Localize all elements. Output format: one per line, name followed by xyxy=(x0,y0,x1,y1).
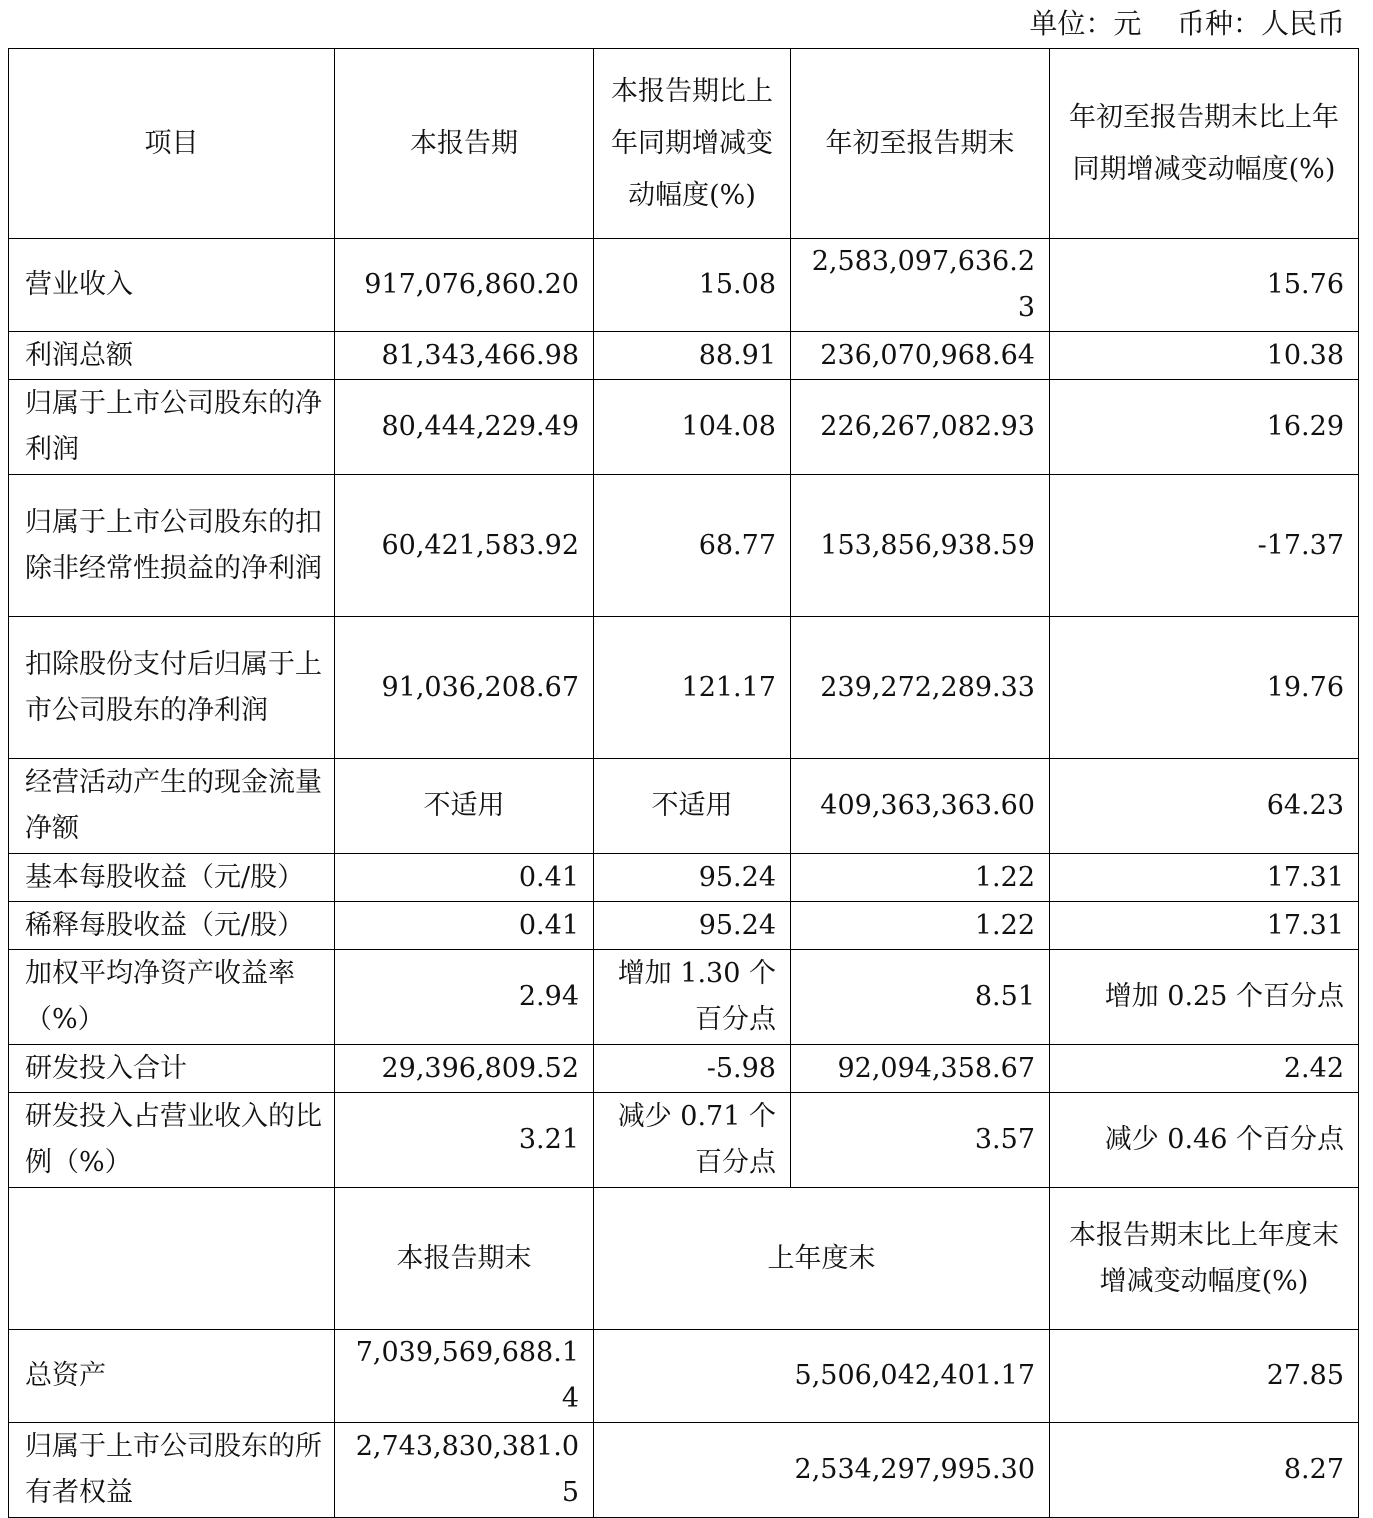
ytd-yoy-value: 增加 0.25 个百分点 xyxy=(1050,950,1359,1045)
current-value: 91,036,208.67 xyxy=(335,617,594,759)
current-value: 0.41 xyxy=(335,854,594,902)
current-value: 60,421,583.92 xyxy=(335,475,594,617)
header-period-end: 本报告期末 xyxy=(335,1188,594,1330)
current-yoy-value: 121.17 xyxy=(594,617,791,759)
row-label: 利润总额 xyxy=(9,332,335,380)
change-value: 8.27 xyxy=(1050,1423,1359,1518)
ytd-yoy-value: 10.38 xyxy=(1050,332,1359,380)
header-ytd-yoy: 年初至报告期末比上年同期增减变动幅度(%) xyxy=(1050,49,1359,239)
row-label: 研发投入占营业收入的比例（%） xyxy=(9,1093,335,1188)
current-value: 81,343,466.98 xyxy=(335,332,594,380)
row-label: 稀释每股收益（元/股） xyxy=(9,902,335,950)
table-row xyxy=(9,759,1359,854)
table-row xyxy=(9,1093,1359,1188)
ytd-value: 153,856,938.59 xyxy=(791,475,1050,617)
table-row xyxy=(9,332,1359,380)
row-label: 归属于上市公司股东的所有者权益 xyxy=(9,1423,335,1518)
current-value: 3.21 xyxy=(335,1093,594,1188)
current-value: 80,444,229.49 xyxy=(335,380,594,475)
ytd-yoy-value: 15.76 xyxy=(1050,239,1359,332)
header-current-yoy: 本报告期比上年同期增减变动幅度(%) xyxy=(594,49,791,239)
row-label: 总资产 xyxy=(9,1330,335,1423)
prior-year-end-value: 2,534,297,995.30 xyxy=(594,1423,1050,1518)
ytd-value: 409,363,363.60 xyxy=(791,759,1050,854)
row-label: 加权平均净资产收益率（%） xyxy=(9,950,335,1045)
ytd-value: 2,583,097,636.23 xyxy=(791,239,1050,332)
row-label: 基本每股收益（元/股） xyxy=(9,854,335,902)
row-label: 研发投入合计 xyxy=(9,1045,335,1093)
row-label: 扣除股份支付后归属于上市公司股东的净利润 xyxy=(9,617,335,759)
current-yoy-value: 68.77 xyxy=(594,475,791,617)
current-yoy-value: 88.91 xyxy=(594,332,791,380)
ytd-yoy-value: 17.31 xyxy=(1050,902,1359,950)
current-value: 917,076,860.20 xyxy=(335,239,594,332)
current-yoy-value: 15.08 xyxy=(594,239,791,332)
ytd-yoy-value: 64.23 xyxy=(1050,759,1359,854)
table-row xyxy=(9,1423,1359,1518)
header-ytd: 年初至报告期末 xyxy=(791,49,1050,239)
ytd-yoy-value: 17.31 xyxy=(1050,854,1359,902)
row-label: 归属于上市公司股东的净利润 xyxy=(9,380,335,475)
period-end-value: 2,743,830,381.05 xyxy=(335,1423,594,1518)
current-value: 2.94 xyxy=(335,950,594,1045)
unit-currency-note: 单位：元 币种：人民币 xyxy=(1029,7,1345,40)
table-row xyxy=(9,950,1359,1045)
current-value: 0.41 xyxy=(335,902,594,950)
ytd-value: 239,272,289.33 xyxy=(791,617,1050,759)
ytd-yoy-value: 2.42 xyxy=(1050,1045,1359,1093)
header-current-period: 本报告期 xyxy=(335,49,594,239)
ytd-value: 226,267,082.93 xyxy=(791,380,1050,475)
table-row xyxy=(9,239,1359,332)
key-financial-data-table xyxy=(8,48,1359,1518)
balance-header-row xyxy=(9,1188,1359,1330)
current-yoy-value: 增加 1.30 个百分点 xyxy=(594,950,791,1045)
period-end-value: 7,039,569,688.14 xyxy=(335,1330,594,1423)
ytd-yoy-value: 16.29 xyxy=(1050,380,1359,475)
table-row xyxy=(9,475,1359,617)
row-label: 经营活动产生的现金流量净额 xyxy=(9,759,335,854)
ytd-value: 92,094,358.67 xyxy=(791,1045,1050,1093)
current-yoy-value: 95.24 xyxy=(594,902,791,950)
ytd-value: 236,070,968.64 xyxy=(791,332,1050,380)
header-prior-year-end: 上年度末 xyxy=(594,1188,1050,1330)
row-label: 归属于上市公司股东的扣除非经常性损益的净利润 xyxy=(9,475,335,617)
table-row xyxy=(9,380,1359,475)
current-yoy-value: -5.98 xyxy=(594,1045,791,1093)
balance-header-blank xyxy=(9,1188,335,1330)
table-row xyxy=(9,1045,1359,1093)
header-period-end-change: 本报告期末比上年度末增减变动幅度(%) xyxy=(1050,1188,1359,1330)
change-value: 27.85 xyxy=(1050,1330,1359,1423)
current-yoy-value: 减少 0.71 个百分点 xyxy=(594,1093,791,1188)
table-row xyxy=(9,1330,1359,1423)
table-header-row xyxy=(9,49,1359,239)
table-row xyxy=(9,854,1359,902)
ytd-yoy-value: -17.37 xyxy=(1050,475,1359,617)
ytd-yoy-value: 19.76 xyxy=(1050,617,1359,759)
prior-year-end-value: 5,506,042,401.17 xyxy=(594,1330,1050,1423)
ytd-yoy-value: 减少 0.46 个百分点 xyxy=(1050,1093,1359,1188)
current-value: 29,396,809.52 xyxy=(335,1045,594,1093)
table-row xyxy=(9,617,1359,759)
row-label: 营业收入 xyxy=(9,239,335,332)
ytd-value: 8.51 xyxy=(791,950,1050,1045)
ytd-value: 1.22 xyxy=(791,854,1050,902)
current-value: 不适用 xyxy=(335,759,594,854)
header-item: 项目 xyxy=(9,49,335,239)
ytd-value: 1.22 xyxy=(791,902,1050,950)
ytd-value: 3.57 xyxy=(791,1093,1050,1188)
table-row xyxy=(9,902,1359,950)
current-yoy-value: 104.08 xyxy=(594,380,791,475)
current-yoy-value: 95.24 xyxy=(594,854,791,902)
current-yoy-value: 不适用 xyxy=(594,759,791,854)
